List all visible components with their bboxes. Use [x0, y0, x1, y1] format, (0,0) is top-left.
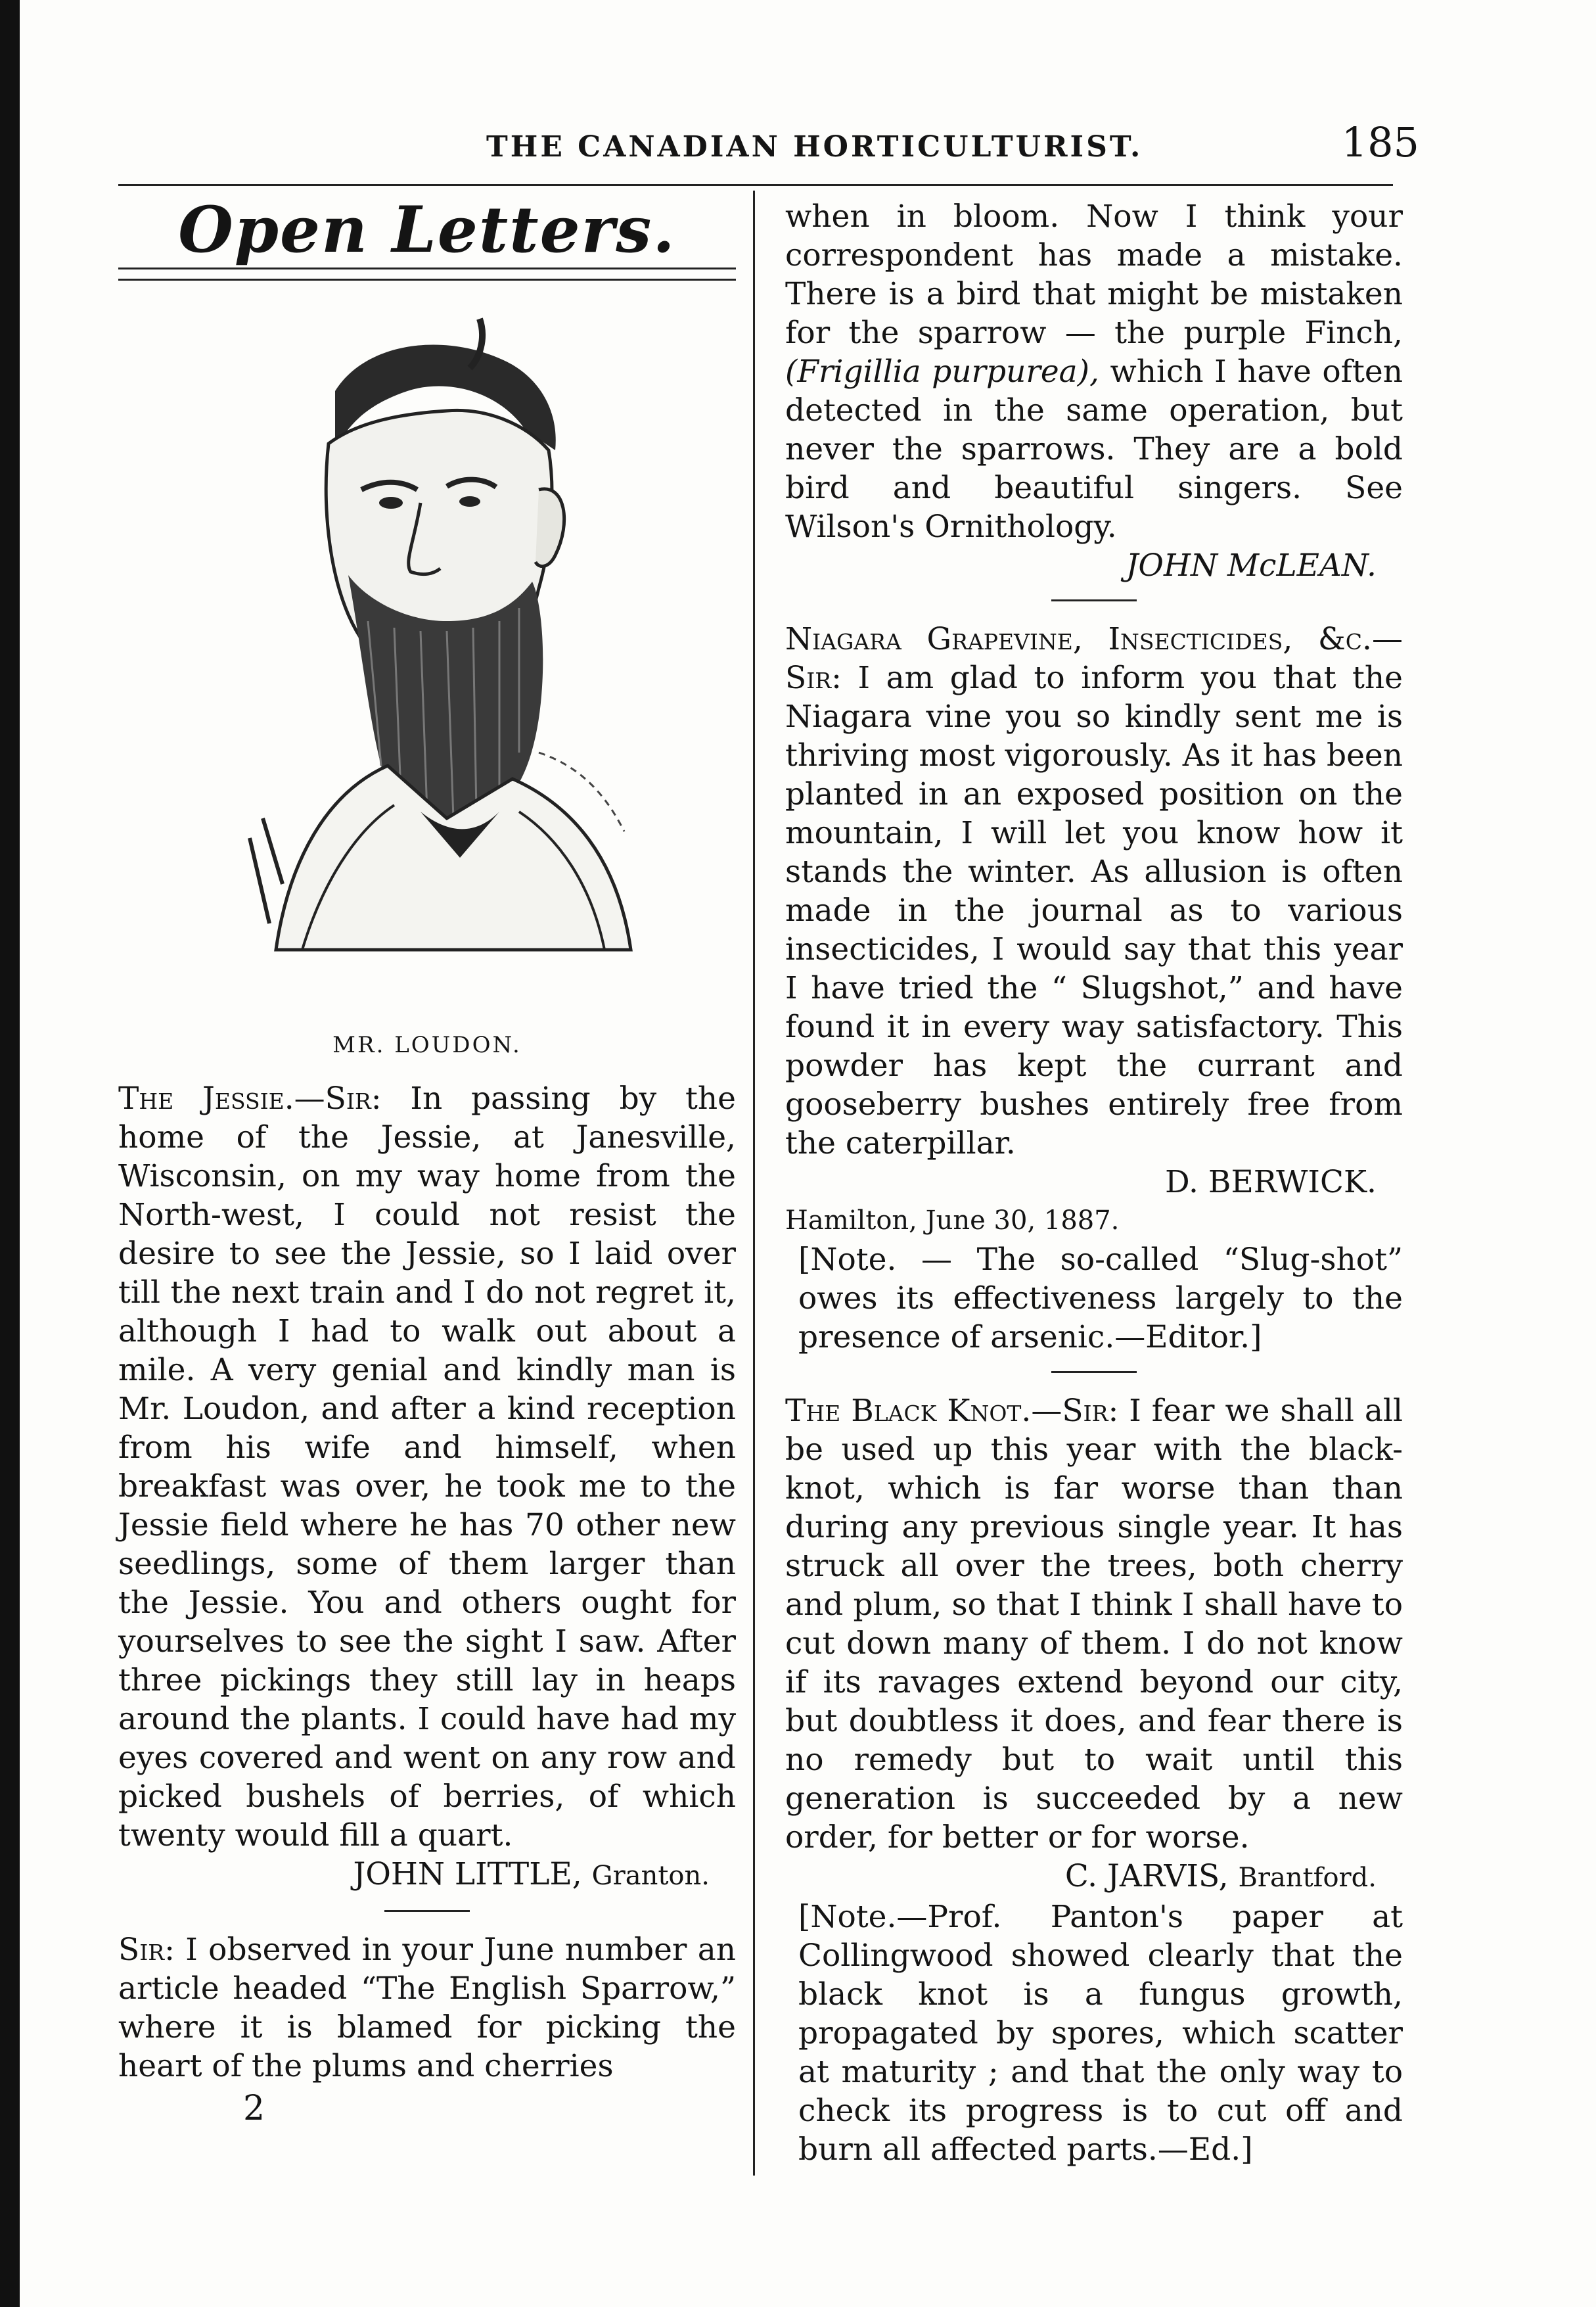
title-rule — [118, 268, 736, 281]
binding-shadow — [0, 0, 20, 2307]
letter-black-knot-signer: C. JARVIS, — [1064, 1858, 1229, 1894]
page-header — [486, 118, 1419, 177]
letter-black-knot-lead: The Black Knot. — [785, 1393, 1032, 1429]
letter-jessie-place: Granton. — [591, 1861, 710, 1891]
letter-sparrow-start — [118, 1930, 736, 2086]
running-head: THE CANADIAN HORTICULTURIST. — [486, 130, 1143, 164]
left-column — [118, 193, 736, 2128]
right-column — [785, 197, 1403, 2169]
letter-niagara-dateline: Hamilton, June 30, 1887. — [785, 1205, 1120, 1236]
letter-sparrow-body-continued: when in bloom. Now I think your correspondent has made a mistake. There is a bird that might be mistaken for the sparrow — the purple Finch, — [785, 198, 1403, 351]
letter-niagara: Niagara Grapevine, Insecticides, &c.—Sir: I am glad to inform you that the Niagara vine you so kindly sent me is thriving most vigorously. As it has been planted in an exposed position on the mountain, I will let you know how it stands the winter. As allusion is often made in the journal as to various insecticides, I would say that this year I have tried the “ Slugshot,” and have found it in every way satisfactory. This powder has kept the currant and gooseberry bushes entirely free from the caterpillar. — [785, 621, 1403, 1161]
letter-niagara-lead: Niagara Grapevine, Insecticides, &c. — [785, 621, 1372, 657]
letter-sparrow-latin-name: (Frigillia purpurea), — [785, 354, 1099, 390]
section-title: Open Letters. — [178, 193, 676, 267]
letter-jessie-signature — [118, 1855, 736, 1896]
letter-black-knot-place: Brantford. — [1238, 1863, 1377, 1893]
editor-note-black-knot: [Note.—Prof. Panton's paper at Collingwood showed clearly that the black knot is a fungus growth, propagated by spores, which scatter at maturity ; and that the only way to check its progress is to cut off and burn all affected parts.—Ed.] — [798, 1899, 1403, 2168]
letter-niagara-signature: D. BERWICK. — [1165, 1164, 1377, 1200]
letter-black-knot-signature — [785, 1857, 1403, 1898]
letter-niagara-body: : I am glad to inform you that the Niagara vine you so kindly sent me is thriving most vigorously. As it has been planted in an exposed position on the mountain, I will let you know how it stands the winter. As allusion is often made in the journal as to various insecticides, I would say that this year I have tried the “ Slugshot,” and have found it in every way satisfactory. This powder has kept the currant and gooseberry bushes entirely free from the caterpillar. — [785, 660, 1403, 1161]
letter-separator — [1051, 599, 1137, 601]
letter-separator — [384, 1910, 470, 1912]
letter-jessie: The Jessie.—Sir: In passing by the home of the Jessie, at Janesville, Wisconsin, on my way home from the North-west, I could not resist the desire to see the Jessie, so I laid over till the next train and I do not regret it, although I had to walk out about a mile. A very genial and kindly man is Mr. Loudon, and after a kind reception from his wife and himself, when breakfast was over, he took me to the Jessie field where he has 70 other new seedlings, some of them larger than the Jessie. You and others ought for yourselves to see the sight I saw. After three pickings they still lay in heaps around the plants. I could have had my eyes covered and went on any row and picked bushels of berries, of which twenty would fill a quart. — [118, 1081, 736, 1853]
editor-note-slugshot: [Note. — The so-called “Slug-shot” owes its effectiveness largely to the presence of arsenic.—Editor.] — [798, 1242, 1403, 1355]
letter-jessie-salutation: Sir — [325, 1081, 371, 1117]
letter-separator — [1051, 1371, 1137, 1373]
portrait-engraving-image — [171, 292, 683, 1022]
letter-jessie-lead: The Jessie. — [118, 1081, 294, 1117]
letter-sparrow-body-start: : I observed in your June number an article headed “The English Sparrow,” where it is blamed for picking the heart of the plums and cherries — [118, 1932, 736, 2084]
letter-jessie-signer: JOHN LITTLE, — [353, 1856, 582, 1892]
signature-mark: 2 — [243, 2089, 265, 2128]
portrait-caption: MR. LOUDON. — [332, 1032, 522, 1058]
letter-sparrow-signature: JOHN McLEAN. — [1126, 548, 1377, 584]
column-divider — [753, 191, 755, 2176]
header-rule — [118, 184, 1393, 186]
letter-sparrow-continued — [785, 197, 1403, 546]
letter-sparrow-body-end: which I have often detected in the same operation, but never the sparrows. They are a bold bird and beautiful singers. See Wilson's Ornithology. — [785, 354, 1403, 545]
letter-sparrow-salutation: Sir — [118, 1932, 165, 1968]
letter-black-knot-salutation: Sir — [1062, 1393, 1108, 1429]
letter-jessie-body: : In passing by the home of the Jessie, at Janesville, Wisconsin, on my way home from the North-west, I could not resist the desire to see the Jessie, so I laid over till the next train and I do not regret it, although I had to walk out about a mile. A very genial and kindly man is Mr. Loudon, and after a kind reception from his wife and himself, when breakfast was over, he took me to the Jessie field where he has 70 other new seedlings, some of them larger than the Jessie. You and others ought for yourselves to see the sight I saw. After three pickings they still lay in heaps around the plants. I could have had my eyes covered and went on any row and picked bushels of berries, of which twenty would fill a quart. — [118, 1081, 736, 1853]
letter-niagara-salutation: Sir — [785, 660, 832, 696]
page-number: 185 — [1341, 118, 1419, 166]
letter-black-knot-body: : I fear we shall all be used up this year with the black-knot, which is far worse than than during any previous single year. It has struck all over the trees, both cherry and plum, so that I think I shall have to cut down many of them. I do not know if its ravages extend beyond our city, but doubtless it does, and fear there is no remedy but to wait until this generation is succeeded by a new order, for better or for worse. — [785, 1393, 1403, 1855]
letter-black-knot: The Black Knot.—Sir: I fear we shall all be used up this year with the black-knot, which is far worse than than during any previous single year. It has struck all over the trees, both cherry and plum, so that I think I shall have to cut down many of them. I do not know if its ravages extend beyond our city, but doubtless it does, and fear there is no remedy but to wait until this generation is succeeded by a new order, for better or for worse. — [785, 1393, 1403, 1855]
